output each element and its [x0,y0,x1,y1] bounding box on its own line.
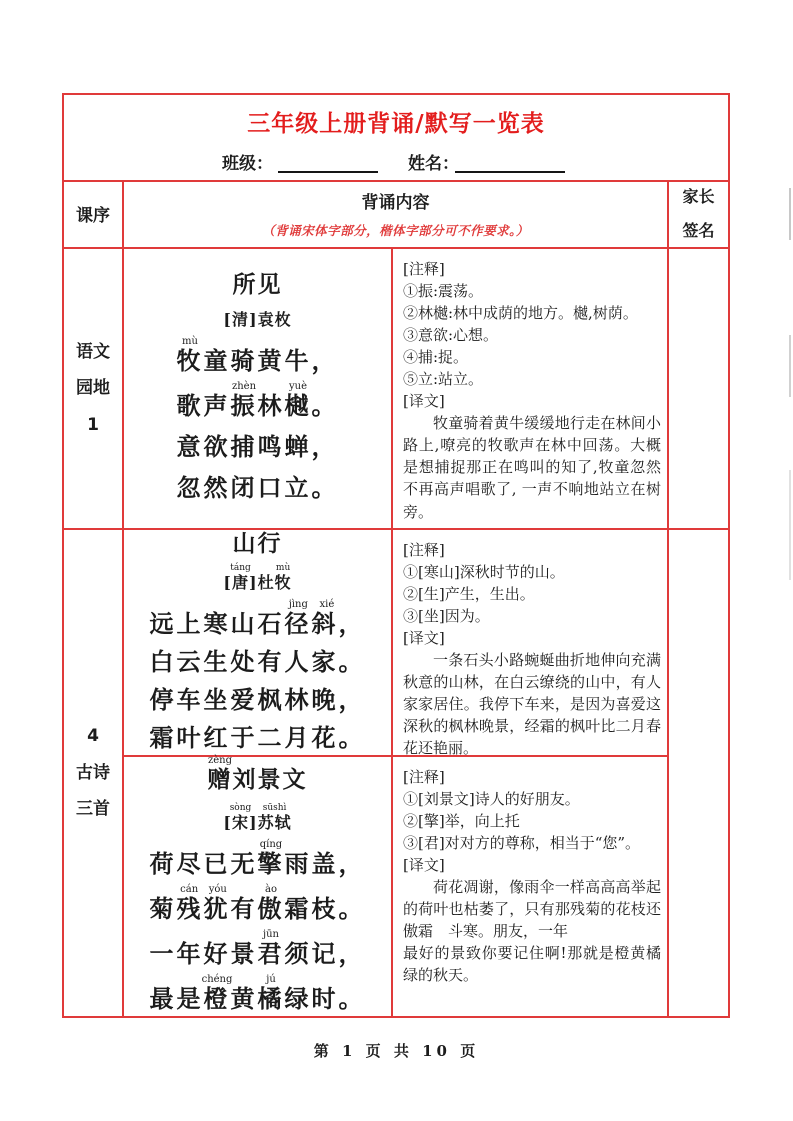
poem-line: 最是橙chéng黄橘jú绿时。 [149,973,366,1013]
header-content-title: 背诵内容 [361,193,430,213]
poem-lines [150,839,366,1019]
note-item: ③意欲:心想。 [403,326,499,345]
poem-author: [宋sòng]苏轼sūshì [223,802,292,832]
poem-line: 白云生处有人家。 [149,646,366,676]
header-sign-line2: 签名 [682,220,715,240]
pinyin-ruby: 宋sòng [229,802,252,832]
header-lesson-col: 课序 [76,206,110,226]
translation-paragraph: 荷花凋谢，像雨伞一样高高高举起的荷叶也枯萎了，只有那残菊的花枝还傲霜 斗寒。朋友，一年 [403,878,661,941]
page-number-footer: 第 1 页 共 10 页 [313,1042,480,1060]
poem-line: 意欲捕鸣蝉， [176,431,339,461]
poem-line: 停车坐爱枫林晚， [149,684,366,714]
pinyin-ruby: 残犹cán yóu [176,883,231,923]
pinyin-ruby: 橙chéng [201,973,233,1013]
note-item: ②[擎]举，向上托 [403,812,520,831]
lesson-label-line: 4 [87,726,99,747]
notes-label: [注释] [403,541,445,559]
pinyin-ruby: 橘jú [257,973,285,1013]
notes-cell-suojian [393,249,667,528]
name-blank-field [455,151,565,173]
poem-title: 所见 [232,270,283,298]
pinyin-ruby: 牧mù [176,335,204,375]
poem-title: 山行 [232,529,283,557]
poem-cell-suojian [124,249,391,528]
header-content-col [124,180,667,247]
poem-line: 霜叶红于二月花。 [149,722,366,752]
translation-label: [译文] [403,629,445,648]
lesson-label-line: 园地 [76,378,110,399]
worksheet-table [62,93,730,1018]
poem-line: 一年好景君jūn须记， [149,928,366,968]
note-item: ②林樾:林中成荫的地方。樾,树荫。 [403,304,638,323]
lesson-label-line: 1 [87,414,99,435]
poem-title: 赠zèng刘景文 [207,754,308,793]
note-item: ②[生]产生，生出。 [403,585,535,604]
page-title: 三年级上册背诵/默写一览表 [247,111,545,137]
class-name-line [64,149,728,177]
name-label: 姓名： [408,154,459,174]
poem-cell-zengliujingwen [124,754,391,1016]
poem-lines [150,599,366,757]
lesson-cell-gushisanshou [64,530,122,1016]
note-item: ①振:震荡。 [403,282,484,301]
pinyin-ruby: 擎qíng [257,838,285,878]
lesson-cell-yuwenyuandi1 [64,249,122,528]
translation-paragraph: 牧童骑着黄牛缓缓地行走在林间小路上,嘹亮的牧歌声在林中回荡。大概是想捕捉那正在鸣叫的知了,牧童忽然不再高声唱歌了, 一声不响地站立在树旁。 [403,414,661,521]
pinyin-ruby: 苏轼sūshì [257,802,292,832]
notes-cell-shanxing [393,530,667,758]
poem-author: [唐táng]杜牧mù [223,562,292,592]
poem-line: 菊残犹cán yóu有傲ào霜枝。 [149,883,366,923]
translation-paragraph: 一条石头小路蜿蜒曲折地伸向充满秋意的山林，在白云缭绕的山中，有人家家居住。我停下车来，是因为喜爱这深秋的枫林晚景，经霜的枫叶比二月春花还艳丽。 [403,651,661,758]
notes-label: [注释] [403,260,445,278]
pinyin-ruby: 君jūn [257,928,285,968]
poem-line: 远上寒山石径斜jìng xié， [149,598,366,638]
poem-lines [177,336,339,508]
header-sign-col [669,180,728,247]
scan-artifact [789,335,791,397]
note-item: ①[刘景文]诗人的好朋友。 [403,790,580,809]
pinyin-ruby: 振zhèn [230,380,258,420]
lesson-label-line: 古诗 [76,762,110,783]
scan-artifact [789,470,791,580]
parent-sign-cell [669,249,728,528]
pinyin-ruby: 径斜jìng xié [284,598,339,638]
pinyin-ruby: 傲ào [257,883,285,923]
note-item: ③[君]对对方的尊称，相当于“您”。 [403,834,641,853]
class-blank-field [278,151,378,173]
header-content-note: （背诵宋体字部分，楷体字部分可不作要求。） [262,223,529,238]
poem-line: 歌声振zhèn林樾yuè。 [176,380,339,420]
note-item: ③[坐]因为。 [403,607,490,626]
poem-line: 忽然闭口立。 [176,472,339,502]
translation-paragraph: 最好的景致你要记住啊!那就是橙黄橘绿的秋天。 [403,944,661,985]
notes-cell-zengliujingwen [393,757,667,1016]
poem-line: 荷尽已无擎qíng雨盖， [149,838,366,878]
pinyin-ruby: 樾yuè [284,380,312,420]
note-item: ⑤立:站立。 [403,370,484,389]
header-sign-line1: 家长 [682,186,715,206]
notes-label: [注释] [403,768,445,786]
translation-label: [译文] [403,392,445,411]
lesson-label-line: 三首 [76,799,110,820]
note-item: ④捕:捉。 [403,348,469,367]
scan-artifact [789,188,791,240]
lesson-label-line: 语文 [76,341,110,362]
note-item: ①[寒山]深秋时节的山。 [403,563,565,582]
pinyin-ruby: 牧mù [274,562,292,592]
translation-label: [译文] [403,856,445,875]
poem-cell-shanxing [124,530,391,755]
class-label: 班级： [222,154,273,174]
pinyin-ruby: 唐táng [230,562,251,592]
poem-author: [清]袁枚 [223,309,292,329]
parent-sign-cell [669,530,728,1016]
pinyin-ruby: 赠zèng [207,754,233,793]
poem-line: 牧mù童骑黄牛， [176,335,339,375]
